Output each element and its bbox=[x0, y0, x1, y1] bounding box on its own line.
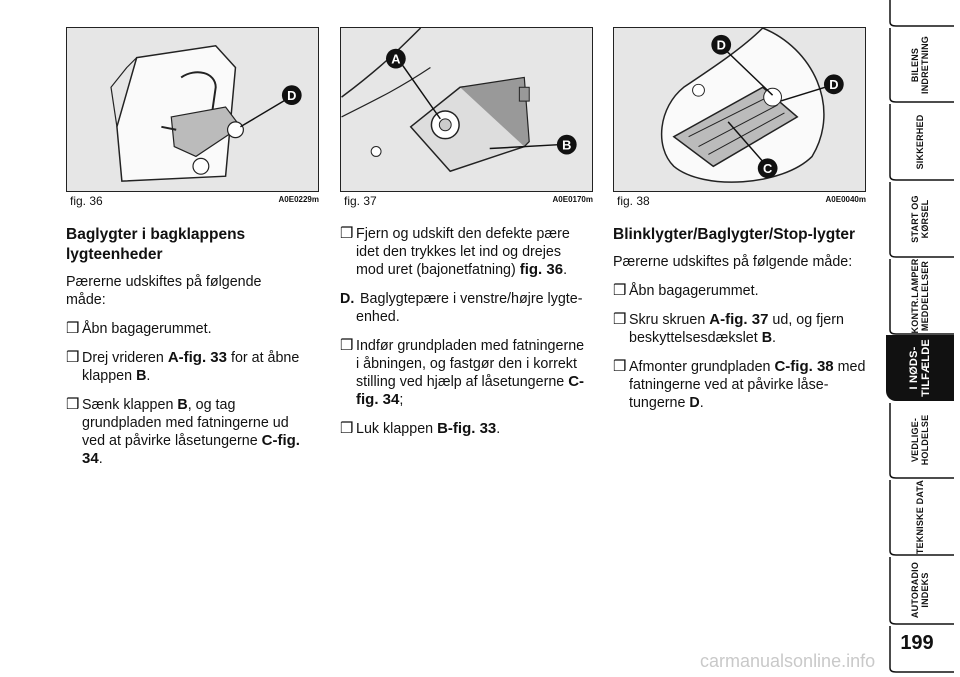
figure-38-illustration bbox=[613, 27, 866, 192]
checkbox-bullet-icon: ❒ bbox=[613, 282, 627, 299]
step-text: med fatningerne ved at påvirke låse-tungerne bbox=[629, 359, 866, 411]
part-reference: B bbox=[177, 397, 188, 413]
tab-sikkerhed[interactable] bbox=[886, 103, 954, 180]
figure-number: fig. 38 bbox=[617, 194, 650, 208]
checkbox-bullet-icon: ❒ bbox=[613, 358, 627, 375]
punctuation: . bbox=[772, 330, 777, 346]
figure-reference: C-fig. 38 bbox=[774, 358, 834, 375]
figure-code: A0E0229m bbox=[278, 195, 319, 204]
page-number: 199 bbox=[900, 632, 934, 654]
figure-reference: fig. 36 bbox=[519, 261, 564, 278]
tab-label: VEDLIGE- HOLDELSE bbox=[910, 414, 930, 466]
section-heading: Baglygter i bagklappens lygteenheder bbox=[66, 226, 246, 263]
part-reference: D bbox=[689, 395, 700, 411]
step-text: Åbn bagagerummet. bbox=[629, 283, 759, 299]
tab-label: I NØDS- TILFÆLDE bbox=[908, 339, 932, 397]
step-item bbox=[613, 282, 866, 300]
legend-item-d bbox=[340, 290, 590, 326]
tab-label: START OG KØRSEL bbox=[910, 195, 930, 243]
checkbox-bullet-icon: ❒ bbox=[66, 349, 80, 366]
tab-i-nodstilfaelde[interactable] bbox=[886, 335, 954, 401]
step-item bbox=[613, 311, 866, 347]
tab-kontr-lamper-meddelelser[interactable] bbox=[886, 258, 954, 334]
figure-36-illustration bbox=[66, 27, 319, 192]
callout-b-label: B bbox=[562, 137, 572, 153]
watermark-text: carmanualsonline.info bbox=[700, 651, 876, 671]
step-text: Indfør grundpladen med fatningerne i åbningen, og fastgør den i korrekt stilling ved hjælp af låsetungerne bbox=[356, 338, 585, 390]
checkbox-bullet-icon: ❒ bbox=[340, 225, 354, 242]
figure-reference: A-fig. 33 bbox=[167, 349, 227, 366]
punctuation: . bbox=[98, 451, 103, 467]
step-item bbox=[66, 396, 300, 468]
legend-letter: D. bbox=[340, 291, 355, 307]
callout-d-label: D bbox=[829, 77, 839, 93]
step-item bbox=[66, 320, 300, 338]
figure-38-caption bbox=[613, 194, 866, 208]
tab-autoradio-indeks[interactable] bbox=[886, 556, 954, 624]
section-tabs bbox=[886, 0, 960, 677]
step-item bbox=[66, 349, 300, 385]
step-text: Skru skruen bbox=[629, 312, 710, 328]
step-text: Afmonter grundpladen bbox=[629, 359, 775, 375]
legend-text: Baglygtepære i venstre/højre lygte-enhed. bbox=[356, 291, 583, 325]
intro-text: Pærerne udskiftes på følgende måde: bbox=[613, 254, 853, 270]
figure-reference: A-fig. 37 bbox=[709, 311, 769, 328]
tab-tekniske-data[interactable] bbox=[886, 479, 954, 555]
tab-start-og-korsel[interactable] bbox=[886, 181, 954, 257]
figure-number: fig. 36 bbox=[70, 194, 103, 208]
figure-37-illustration bbox=[340, 27, 593, 192]
punctuation: . bbox=[146, 368, 151, 384]
step-text: Fjern og udskift den defekte pære idet den trykkes let ind og drejes mod uret (bajonetfatning) bbox=[356, 226, 570, 278]
figure-code: A0E0170m bbox=[552, 195, 593, 204]
step-text: for at åbne klappen bbox=[82, 350, 300, 384]
step-text: , og tag grundpladen med fatningerne ud ved at påvirke låsetungerne bbox=[82, 397, 289, 449]
section-heading: Blinklygter/Baglygter/Stop-lygter bbox=[613, 226, 856, 243]
callout-a-label: A bbox=[391, 51, 401, 67]
figure-38-drawing bbox=[614, 28, 865, 191]
tab-label: SIKKERHED bbox=[915, 114, 925, 169]
tab-label: TEKNISKE DATA bbox=[915, 479, 925, 555]
tab-label: AUTORADIO INDEKS bbox=[910, 561, 930, 619]
figure-reference: B-fig. 33 bbox=[437, 420, 497, 437]
checkbox-bullet-icon: ❒ bbox=[66, 396, 80, 413]
text-column-2 bbox=[340, 225, 590, 449]
tab-bilens-indretning[interactable] bbox=[886, 27, 954, 102]
checkbox-bullet-icon: ❒ bbox=[340, 420, 354, 437]
tab-label: BILENS INDRETNING bbox=[910, 35, 930, 94]
figure-reference: C-fig. 34 bbox=[356, 373, 585, 408]
part-reference: B bbox=[761, 330, 773, 346]
part-reference: B bbox=[136, 368, 147, 384]
checkbox-bullet-icon: ❒ bbox=[340, 337, 354, 354]
punctuation: . bbox=[496, 421, 501, 437]
step-item bbox=[340, 420, 590, 438]
text-column-1 bbox=[66, 225, 300, 479]
figure-36-drawing bbox=[67, 28, 318, 191]
step-item bbox=[613, 358, 866, 412]
checkbox-bullet-icon: ❒ bbox=[613, 311, 627, 328]
punctuation: ; bbox=[399, 392, 404, 408]
step-text: Luk klappen bbox=[356, 421, 438, 437]
callout-d-label: D bbox=[287, 88, 297, 104]
callout-c-label: C bbox=[763, 161, 773, 177]
step-item bbox=[340, 225, 590, 279]
figure-number: fig. 37 bbox=[344, 194, 377, 208]
intro-text: Pærerne udskiftes på følgende måde: bbox=[66, 274, 262, 308]
step-item bbox=[340, 337, 590, 409]
step-text: Åbn bagagerummet. bbox=[82, 321, 212, 337]
punctuation: . bbox=[563, 262, 568, 278]
figure-37-drawing bbox=[341, 28, 592, 191]
checkbox-bullet-icon: ❒ bbox=[66, 320, 80, 337]
figure-code: A0E0040m bbox=[825, 195, 866, 204]
callout-d-label: D bbox=[716, 37, 726, 53]
figure-36-caption bbox=[66, 194, 319, 208]
step-text: Drej vrideren bbox=[82, 350, 168, 366]
text-column-3 bbox=[613, 225, 866, 423]
step-text: ud, og fjern beskyttelsesdækslet bbox=[629, 312, 844, 346]
figure-reference: C-fig. 34 bbox=[82, 432, 300, 467]
step-text: Sænk klappen bbox=[82, 397, 178, 413]
tab-vedligeholdelse[interactable] bbox=[886, 402, 954, 478]
punctuation: . bbox=[699, 395, 704, 411]
figure-37-caption bbox=[340, 194, 593, 208]
tab-label: KONTR.LAMPER MEDDELELSER bbox=[910, 258, 930, 334]
